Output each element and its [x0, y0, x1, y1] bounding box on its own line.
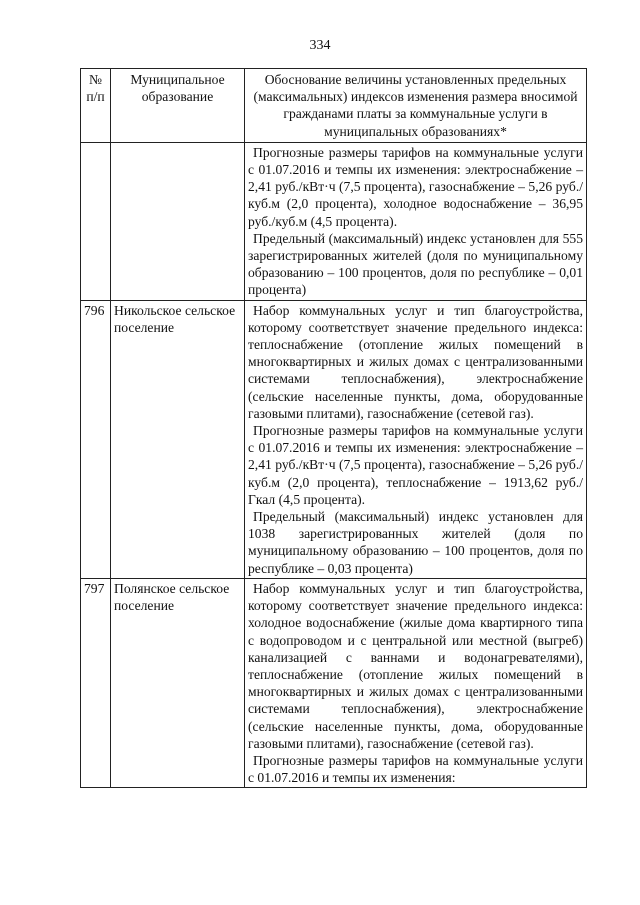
- justification-paragraph: Прогнозные размеры тарифов на коммунальные услуги с 01.07.2016 и темпы их изменения:: [248, 752, 583, 786]
- row-justification: [245, 300, 587, 578]
- row-justification: [245, 142, 587, 300]
- table-header-row: [81, 69, 587, 143]
- table-row: [81, 142, 587, 300]
- header-justification: Обоснование величины установленных предельных (максимальных) индексов изменения размера вносимой гражданами платы за коммунальные услуги в муниципальных образованиях*: [245, 69, 587, 143]
- tariff-index-table: [80, 68, 587, 788]
- page-number: 334: [309, 38, 331, 53]
- header-number: № п/п: [81, 69, 111, 143]
- header-municipality: Муниципальное образование: [111, 69, 245, 143]
- row-municipality: Полянское сельское поселение: [111, 578, 245, 787]
- justification-paragraph: Прогнозные размеры тарифов на коммунальные услуги с 01.07.2016 и темпы их изменения: электроснабжение – 2,41 руб./кВт·ч (7,5 процента), газоснабжение – 5,26 руб./куб.м (2,0 процента), теплоснабжение – 1913,62 руб./Гкал (4,5 процента).: [248, 423, 583, 507]
- justification-paragraph: Прогнозные размеры тарифов на коммунальные услуги с 01.07.2016 и темпы их изменения: электроснабжение – 2,41 руб./кВт·ч (7,5 процента), газоснабжение – 5,26 руб./куб.м (2,0 процента), холодное водоснабжение – 36,95 руб./куб.м (4,5 процента).: [248, 144, 583, 229]
- row-number: 797: [81, 578, 111, 787]
- table-row: [81, 578, 587, 787]
- row-number: [81, 142, 111, 300]
- row-municipality: [111, 142, 245, 300]
- table-row: [81, 300, 587, 578]
- justification-paragraph: Предельный (максимальный) индекс установлен для 1038 зарегистрированных жителей (доля по муниципальному образованию – 100 процентов, доля по республике – 0,03 процента): [248, 509, 583, 576]
- justification-paragraph: Набор коммунальных услуг и тип благоустройства, которому соответствует значение предельного индекса: холодное водоснабжение (жилые дома квартирного типа с водопроводом и с центральной или местной (выгреб) канализацией с ваннами и водонагревателями), теплоснабжение (отопление жилых помещений в многоквартирных и жилых домах с централизованными системами теплоснабжения), электроснабжение (сельские населенные пункты, дома, оборудованные газовыми плитами), газоснабжение (сетевой газ).: [248, 580, 583, 751]
- row-justification: [245, 578, 587, 787]
- row-number: 796: [81, 300, 111, 578]
- justification-paragraph: Предельный (максимальный) индекс установлен для 555 зарегистрированных жителей (доля по муниципальному образованию – 100 процентов, доля по республике – 0,01 процента): [248, 230, 583, 298]
- row-municipality: Никольское сельское поселение: [111, 300, 245, 578]
- justification-paragraph: Набор коммунальных услуг и тип благоустройства, которому соответствует значение предельного индекса: теплоснабжение (отопление жилых помещений в многоквартирных и жилых домах с централизованными системами теплоснабжения), электроснабжение (сельские населенные пункты, дома, оборудованные газовыми плитами), газоснабжение (сетевой газ).: [248, 302, 583, 421]
